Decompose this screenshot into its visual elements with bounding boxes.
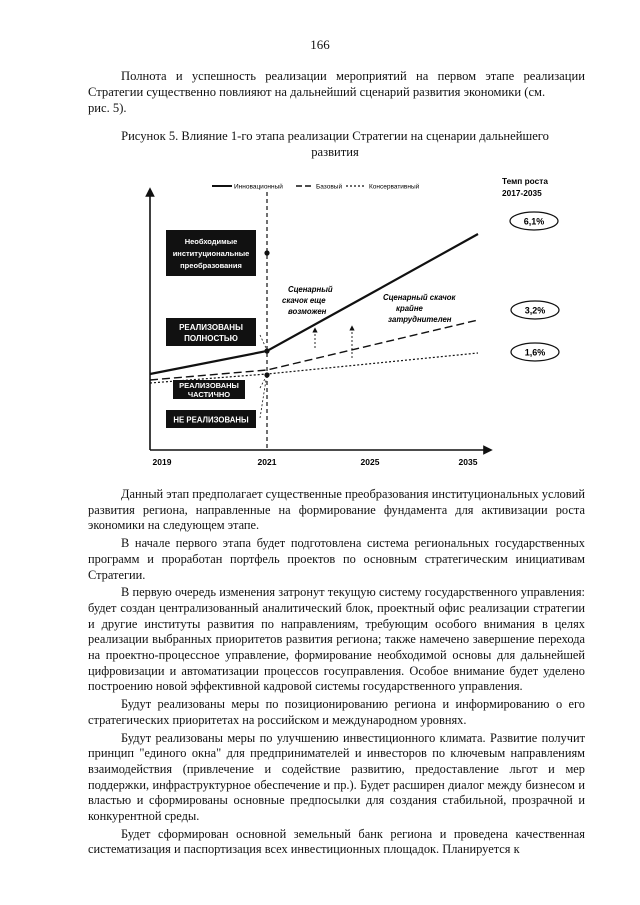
growth-header-line-1: Темп роста bbox=[502, 176, 548, 186]
conservative-line bbox=[150, 353, 478, 383]
x-tick-2019: 2019 bbox=[152, 457, 172, 467]
annotation-possible bbox=[282, 285, 333, 316]
paragraph-5: Будут реализованы меры по улучшению инвестиционного климата. Развитие получит принцип "единого окна" для предпринимателей и инвесторов по ключевым направлениям взаимодействия (привлечение и содействие развитию, предоставление льгот и мер поддержки, инфраструктурное обеспечение и пр.). Будет расширен диалог между бизнесом и властью и сформированы основные предпосылки для создания стабильной, прозрачной и конкурентной среды. bbox=[88, 730, 585, 824]
box-partial-line-1: РЕАЛИЗОВАНЫ bbox=[179, 381, 239, 390]
annotation-possible-line-1: Сценарный bbox=[288, 285, 333, 294]
scenario-chart bbox=[130, 170, 570, 475]
x-tick-labels bbox=[153, 457, 478, 467]
x-tick-2025: 2025 bbox=[360, 457, 380, 467]
legend bbox=[212, 183, 420, 191]
x-tick-2035: 2035 bbox=[458, 457, 478, 467]
growth-header-line-2: 2017-2035 bbox=[502, 188, 542, 198]
intro-paragraph bbox=[88, 68, 585, 116]
growth-rate-base: 3,2% bbox=[524, 305, 546, 316]
page-number: 166 bbox=[310, 37, 330, 52]
growth-oval-innovative bbox=[510, 212, 558, 230]
intro-line-2: Стратегии существенно повлияют на дальнейший сценарий развития экономики (см. bbox=[88, 85, 546, 99]
annotation-difficult-line-3: затруднителен bbox=[388, 315, 452, 324]
body-text bbox=[88, 487, 585, 858]
growth-rate-conservative: 1,6% bbox=[524, 347, 546, 358]
box-institutional-line-2: институциональные bbox=[172, 249, 250, 258]
annotation-possible-line-2: скачок еще bbox=[282, 296, 326, 305]
paragraph-1: Данный этап предполагает существенные преобразования институциональных условий развития региона, направленные на формирование фундамента для активизации роста экономики на следующем этапе. bbox=[88, 487, 585, 533]
box-institutional-line-1: Необходимые bbox=[184, 237, 238, 246]
box-implemented-partially bbox=[173, 380, 245, 399]
figure-caption-line-2: развития bbox=[311, 145, 359, 159]
paragraph-3: В первую очередь изменения затронут текущую систему государственного управления: будет создан централизованный аналитический блок, проектный офис реализации стратегии и другие институты развития по направлениям, требующим особого внимания в целях реализации выбранных приоритетов развития региона; также намечено завершение перехода на проектно-процессное управление, формирование необходимой основы для дальнейшей цифровизации и автоматизации процессов госуправления. Особое внимание будет уделено построению новой эффективной кадровой системы государственного управления. bbox=[88, 585, 585, 694]
point-2021-top bbox=[264, 250, 269, 255]
annotation-difficult-line-2: крайне bbox=[396, 304, 423, 313]
annotation-possible-line-3: возможен bbox=[288, 307, 327, 316]
growth-rate-innovative: 6,1% bbox=[523, 216, 545, 227]
intro-line-3: рис. 5). bbox=[88, 101, 127, 115]
box-partial-line-2: ЧАСТИЧНО bbox=[187, 390, 231, 399]
arrow-to-none bbox=[260, 380, 266, 418]
figure-caption-line-1: Рисунок 5. Влияние 1-го этапа реализации Стратегии на сценарии дальнейшего bbox=[121, 129, 549, 143]
growth-oval-conservative bbox=[511, 343, 559, 361]
box-institutional-line-3: преобразования bbox=[180, 261, 242, 270]
paragraph-2: В начале первого этапа будет подготовлена система региональных государственных программ и проработан портфель проектов по основным стратегическим инициативам Стратегии. bbox=[88, 536, 585, 582]
legend-label-innovative: Инновационный bbox=[234, 183, 283, 191]
paragraph-6: Будет сформирован основной земельный банк региона и проведена качественная систематизация и паспортизация всех инвестиционных площадок. Планируется к bbox=[88, 826, 585, 857]
legend-label-conservative: Консервативный bbox=[369, 183, 420, 191]
arrow-to-full bbox=[260, 335, 266, 348]
figure-caption bbox=[100, 128, 570, 160]
paragraph-4: Будут реализованы меры по позиционированию региона и информированию о его стратегических приоритетах на российском и международном уровнях. bbox=[88, 697, 585, 727]
point-2021-full bbox=[264, 348, 269, 353]
point-2021-partial bbox=[264, 372, 269, 377]
box-implemented-fully bbox=[166, 318, 256, 346]
x-tick-2021: 2021 bbox=[257, 457, 277, 467]
growth-oval-base bbox=[511, 301, 559, 319]
legend-label-base: Базовый bbox=[316, 183, 343, 191]
box-not-implemented bbox=[166, 410, 256, 428]
box-full-line-1: РЕАЛИЗОВАНЫ bbox=[179, 323, 243, 332]
box-full-line-2: ПОЛНОСТЬЮ bbox=[184, 334, 238, 343]
intro-line-1: Полнота и успешность реализации мероприятий на первом этапе реализации bbox=[121, 69, 585, 83]
box-none-line-1: НЕ РЕАЛИЗОВАНЫ bbox=[173, 415, 249, 425]
annotation-difficult bbox=[383, 293, 457, 324]
annotation-difficult-line-1: Сценарный скачок bbox=[383, 293, 456, 302]
growth-header bbox=[502, 176, 548, 198]
box-institutional bbox=[166, 230, 256, 276]
